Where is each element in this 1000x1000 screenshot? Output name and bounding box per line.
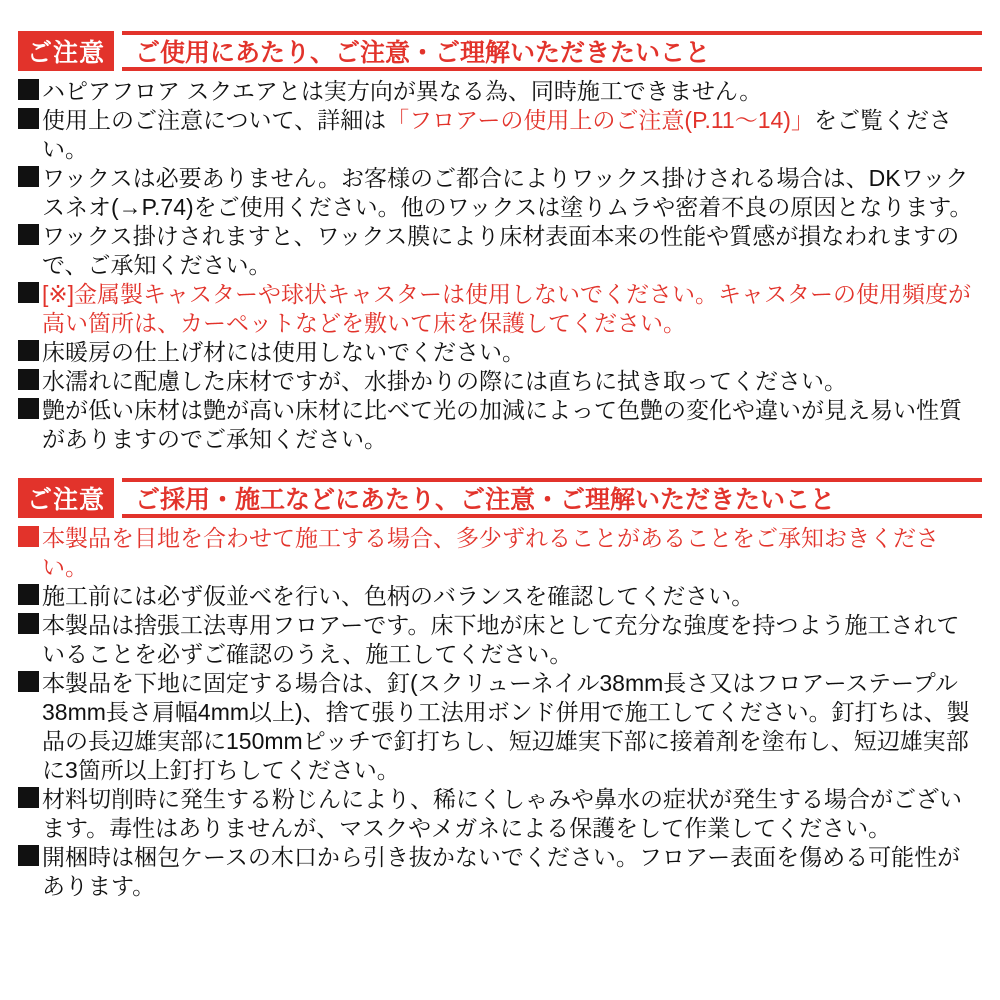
item-text: 艶が低い床材は艶が高い床材に比べて光の加減によって色艶の変化や違いが見え易い性質がありますのでご承知ください。 bbox=[42, 397, 962, 452]
bullet-square-icon bbox=[18, 398, 39, 419]
caution-list-installation bbox=[18, 524, 982, 901]
bullet-square-icon bbox=[18, 787, 39, 808]
bullet-square-icon bbox=[18, 584, 39, 605]
bullet-square-icon bbox=[18, 845, 39, 866]
section-header bbox=[18, 478, 982, 518]
bullet-square-icon bbox=[18, 671, 39, 692]
item-text: ワックスは必要ありません。お客様のご都合によりワックス掛けされる場合は、DKワックスネオ(→P.74)をご使用ください。他のワックスは塗りムラや密着不良の原因となります。 bbox=[42, 165, 973, 220]
bullet-square-icon bbox=[18, 526, 39, 547]
bullet-square-icon bbox=[18, 108, 39, 129]
list-item bbox=[18, 280, 982, 338]
item-text: 施工前には必ず仮並べを行い、色柄のバランスを確認してください。 bbox=[42, 583, 755, 609]
item-text: ハピアフロア スクエアとは実方向が異なる為、同時施工できません。 bbox=[42, 78, 763, 104]
list-item bbox=[18, 582, 982, 611]
bullet-square-icon bbox=[18, 224, 39, 245]
bullet-square-icon bbox=[18, 282, 39, 303]
list-item bbox=[18, 785, 982, 843]
item-text: [※]金属製キャスターや球状キャスターは使用しないでください。キャスターの使用頻度が高い箇所は、カーペットなどを敷いて床を保護してください。 bbox=[42, 281, 972, 336]
section-header bbox=[18, 31, 982, 71]
list-item bbox=[18, 222, 982, 280]
item-text: 本製品を下地に固定する場合は、釘(スクリューネイル38mm長さ又はフロアーステープル38mm長さ肩幅4mm以上)、捨て張り工法用ボンド併用で施工してください。釘打ちは、製品の長辺雄実部に150mmピッチで釘打ちし、短辺雄実下部に接着剤を塗布し、短辺雄実部に3箇所以上釘打ちしてください。 bbox=[42, 670, 970, 783]
item-text: 水濡れに配慮した床材ですが、水掛かりの際には直ちに拭き取ってください。 bbox=[42, 368, 847, 394]
section-usage-cautions bbox=[18, 31, 982, 454]
bullet-square-icon bbox=[18, 340, 39, 361]
section-title: ご採用・施工などにあたり、ご注意・ご理解いただきたいこと bbox=[122, 478, 982, 518]
list-item bbox=[18, 164, 982, 222]
section-installation-cautions bbox=[18, 478, 982, 901]
caution-badge: ご注意 bbox=[18, 478, 114, 518]
item-text: 開梱時は梱包ケースの木口から引き抜かないでください。フロアー表面を傷める可能性があります。 bbox=[42, 844, 961, 899]
bullet-square-icon bbox=[18, 369, 39, 390]
item-text: 本製品を目地を合わせて施工する場合、多少ずれることがあることをご承知おきください。 bbox=[42, 525, 939, 580]
item-text: 使用上のご注意について、詳細は bbox=[42, 107, 387, 133]
bullet-square-icon bbox=[18, 166, 39, 187]
section-title: ご使用にあたり、ご注意・ご理解いただきたいこと bbox=[122, 31, 982, 71]
list-item bbox=[18, 106, 982, 164]
bullet-square-icon bbox=[18, 79, 39, 100]
list-item bbox=[18, 843, 982, 901]
caution-badge: ご注意 bbox=[18, 31, 114, 71]
list-item bbox=[18, 338, 982, 367]
bullet-square-icon bbox=[18, 613, 39, 634]
list-item bbox=[18, 611, 982, 669]
item-text: 「フロアーの使用上のご注意(P.11〜14)」 bbox=[386, 107, 814, 133]
list-item bbox=[18, 367, 982, 396]
item-text: 床暖房の仕上げ材には使用しないでください。 bbox=[42, 339, 525, 365]
list-item bbox=[18, 396, 982, 454]
item-text: 本製品は捨張工法専用フロアーです。床下地が床として充分な強度を持つよう施工されていることを必ずご確認のうえ、施工してください。 bbox=[42, 612, 960, 667]
item-text: をご覧ください。 bbox=[42, 107, 952, 162]
list-item bbox=[18, 77, 982, 106]
item-text: 材料切削時に発生する粉じんにより、稀にくしゃみや鼻水の症状が発生する場合がございます。毒性はありませんが、マスクやメガネによる保護をして作業してください。 bbox=[42, 786, 962, 841]
list-item bbox=[18, 669, 982, 785]
caution-list-usage bbox=[18, 77, 982, 454]
item-text: ワックス掛けされますと、ワックス膜により床材表面本来の性能や質感が損なわれますので、ご承知ください。 bbox=[42, 223, 960, 278]
list-item bbox=[18, 524, 982, 582]
